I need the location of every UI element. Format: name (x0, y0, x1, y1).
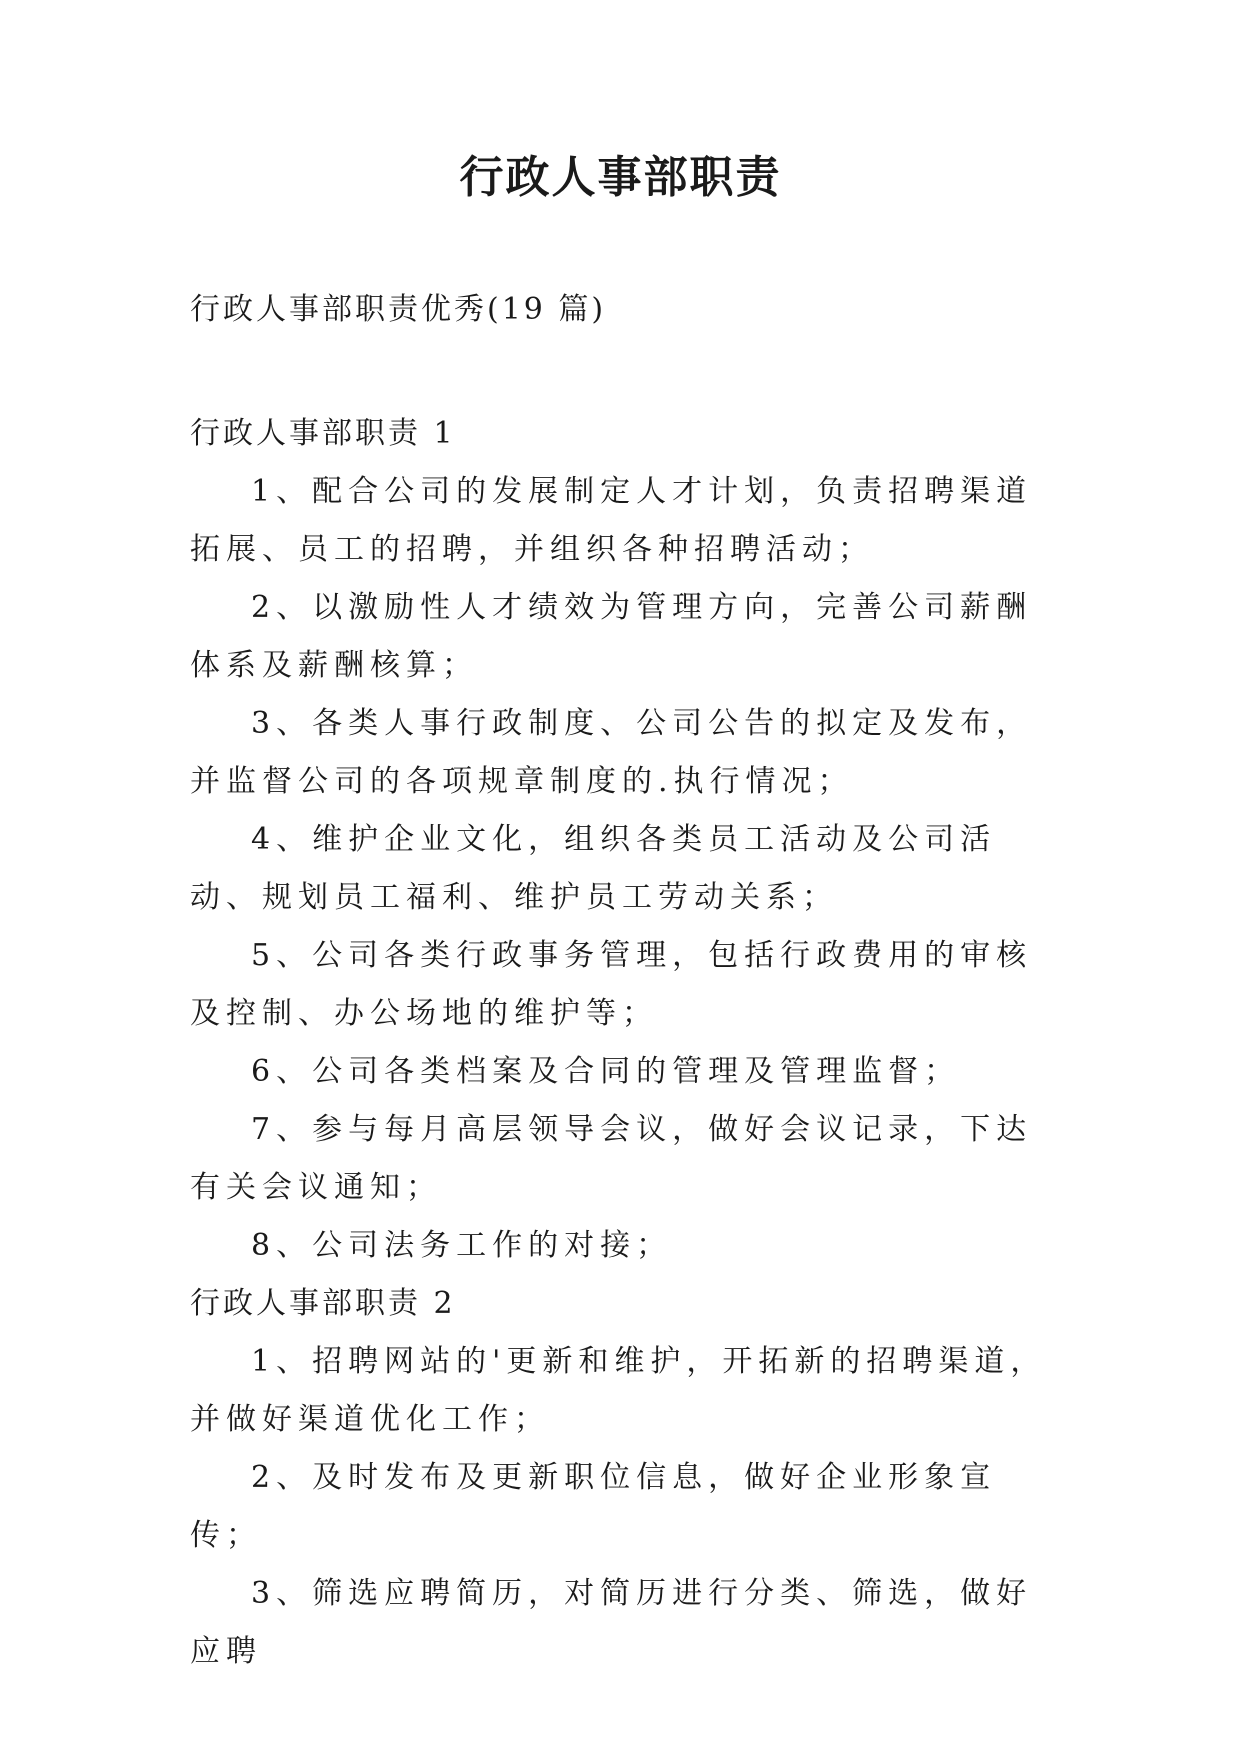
section-2-item-1: 1、招聘网站的'更新和维护，开拓新的招聘渠道，并做好渠道优化工作； (190, 1344, 1047, 1437)
section-1-item-5: 5、公司各类行政事务管理，包括行政费用的审核及控制、办公场地的维护等； (190, 938, 1033, 1031)
section-heading-1: 行政人事部职责 1 (190, 416, 456, 451)
section-heading-2: 行政人事部职责 2 (190, 1286, 456, 1321)
section-1-item-1: 1、配合公司的发展制定人才计划，负责招聘渠道拓展、员工的招聘，并组织各种招聘活动； (190, 474, 1033, 567)
document-title: 行政人事部职责 (459, 152, 782, 203)
section-2-item-2: 2、及时发布及更新职位信息，做好企业形象宣传； (190, 1460, 997, 1553)
document-body (190, 405, 1065, 1681)
section-2-item-3: 3、筛选应聘简历，对简历进行分类、筛选，做好应聘 (190, 1576, 1033, 1669)
document-subtitle: 行政人事部职责优秀(19 篇) (190, 292, 607, 327)
section-1-item-4: 4、维护企业文化，组织各类员工活动及公司活动、规划员工福利、维护员工劳动关系； (190, 822, 997, 915)
section-1-item-6: 6、公司各类档案及合同的管理及管理监督； (251, 1054, 961, 1089)
section-1-item-2: 2、以激励性人才绩效为管理方向，完善公司薪酬体系及薪酬核算； (190, 590, 1033, 683)
section-1-item-7: 7、参与每月高层领导会议，做好会议记录，下达有关会议通知； (190, 1112, 1033, 1205)
section-1-item-3: 3、各类人事行政制度、公司公告的拟定及发布，并监督公司的各项规章制度的.执行情况； (190, 706, 1033, 799)
section-1-item-8: 8、公司法务工作的对接； (251, 1228, 673, 1263)
